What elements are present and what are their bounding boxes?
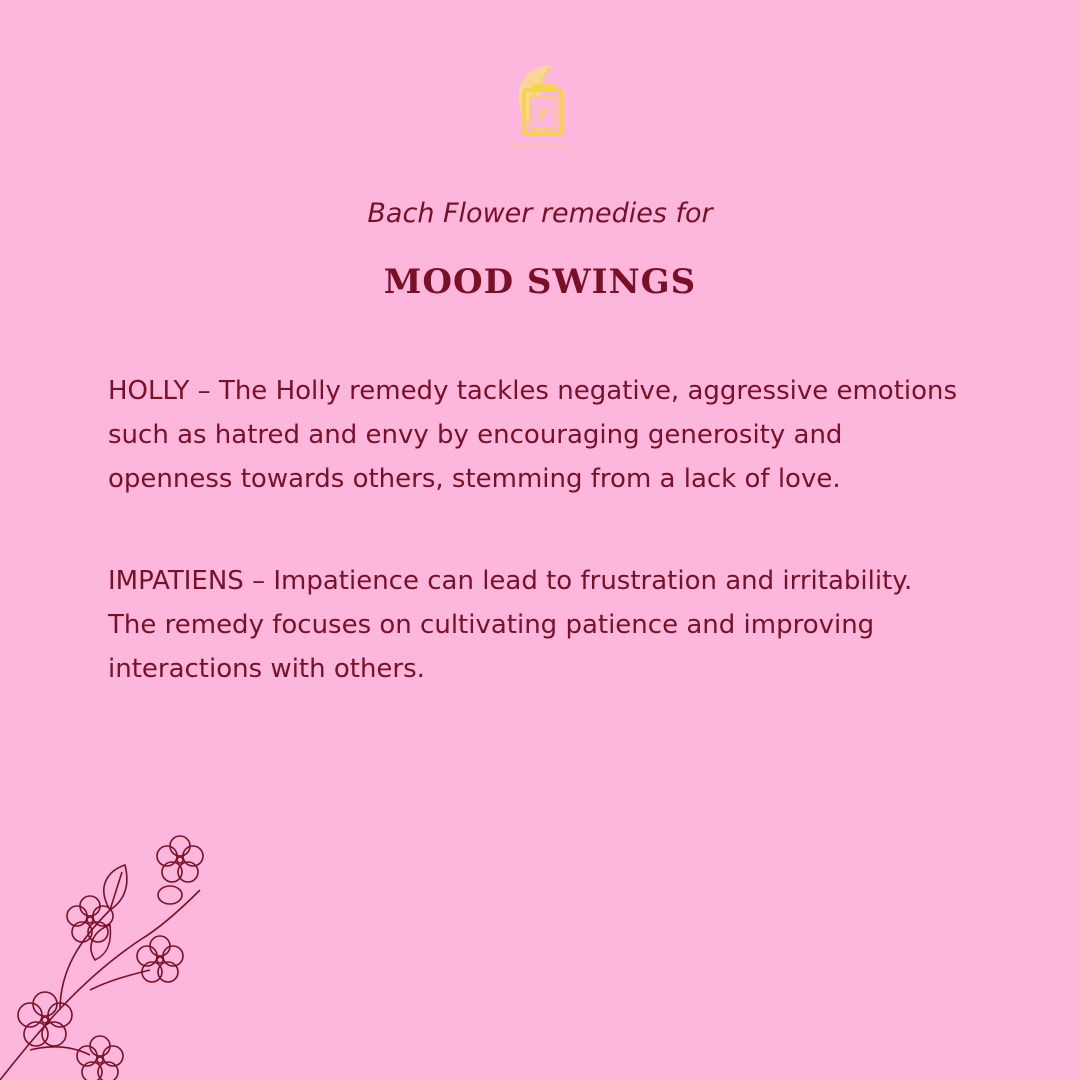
remedy-holly-text: HOLLY – The Holly remedy tackles negative, aggressive emotions such as hatred and envy by encouraging generosity and openness towards others, stemming from a lack of love.	[108, 376, 958, 494]
brand-name: PUNYAHARA	[512, 144, 568, 150]
brand-logo-icon	[500, 60, 580, 155]
logo-letter: P	[537, 103, 549, 125]
page-title: MOOD SWINGS	[383, 262, 697, 302]
page-subtitle: Bach Flower remedies for	[367, 198, 713, 229]
cherry-blossom-branch-icon	[0, 830, 230, 1080]
remedy-impatiens-text: IMPATIENS – Impatience can lead to frustration and irritability. The remedy focuses on cultivating patience and improving interactions with others.	[108, 566, 913, 684]
